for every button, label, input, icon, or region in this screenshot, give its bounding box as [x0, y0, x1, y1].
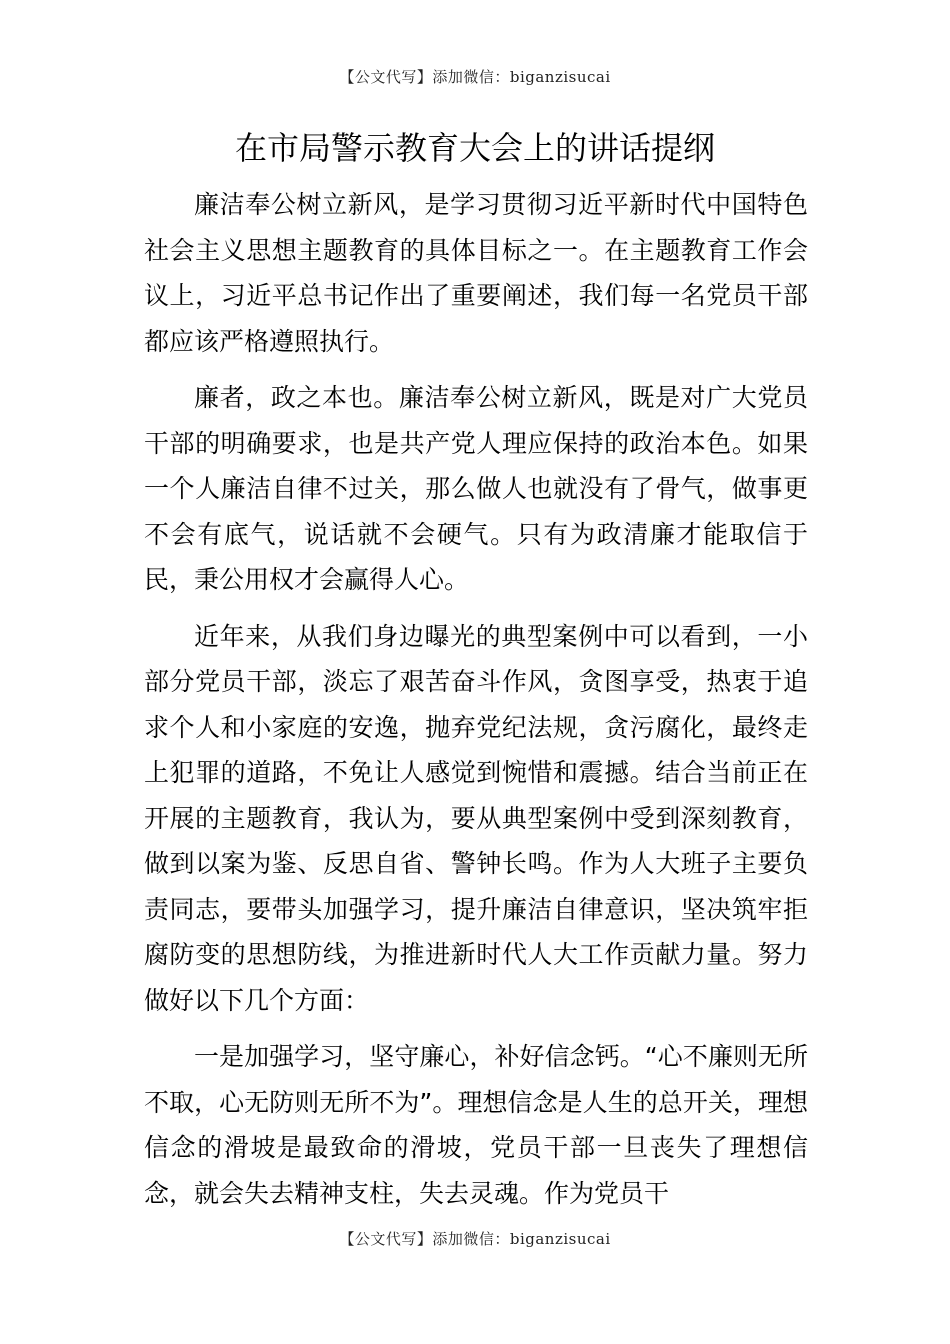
header-watermark-note: 【公文代写】添加微信：biganzisucai [339, 68, 611, 86]
paragraph: 近年来，从我们身边曝光的典型案例中可以看到，一小部分党员干部，淡忘了艰苦奋斗作风，贪图享受，热衷于追求个人和小家庭的安逸，抛弃党纪法规，贪污腐化，最终走上犯罪的道路，不免让人感觉到惋惜和震撼。结合当前正在开展的主题教育，我认为，要从典型案例中受到深刻教育，做到以案为鉴、反思自省、警钟长鸣。作为人大班子主要负责同志，要带头加强学习，提升廉洁自律意识，坚决筑牢拒腐防变的思想防线，为推进新时代人大工作贡献力量。努力做好以下几个方面： [144, 621, 808, 1015]
footer-watermark-note: 【公文代写】添加微信：biganzisucai [339, 1230, 611, 1248]
document-body [144, 182, 808, 1227]
paragraph: 廉者，政之本也。廉洁奉公树立新风，既是对广大党员干部的明确要求，也是共产党人理应保持的政治本色。如果一个人廉洁自律不过关，那么做人也就没有了骨气，做事更不会有底气，说话就不会硬气。只有为政清廉才能取信于民，秉公用权才会赢得人心。 [144, 383, 808, 594]
paragraph: 一是加强学习，坚守廉心，补好信念钙。“心不廉则无所不取，心无防则无所不为”。理想信念是人生的总开关，理想信念的滑坡是最致命的滑坡，党员干部一旦丧失了理想信念，就会失去精神支柱，失去灵魂。作为党员干 [144, 1042, 808, 1208]
document-title: 在市局警示教育大会上的讲话提纲 [234, 129, 715, 167]
paragraph: 廉洁奉公树立新风，是学习贯彻习近平新时代中国特色社会主义思想主题教育的具体目标之一。在主题教育工作会议上，习近平总书记作出了重要阐述，我们每一名党员干部都应该严格遵照执行。 [144, 190, 808, 356]
